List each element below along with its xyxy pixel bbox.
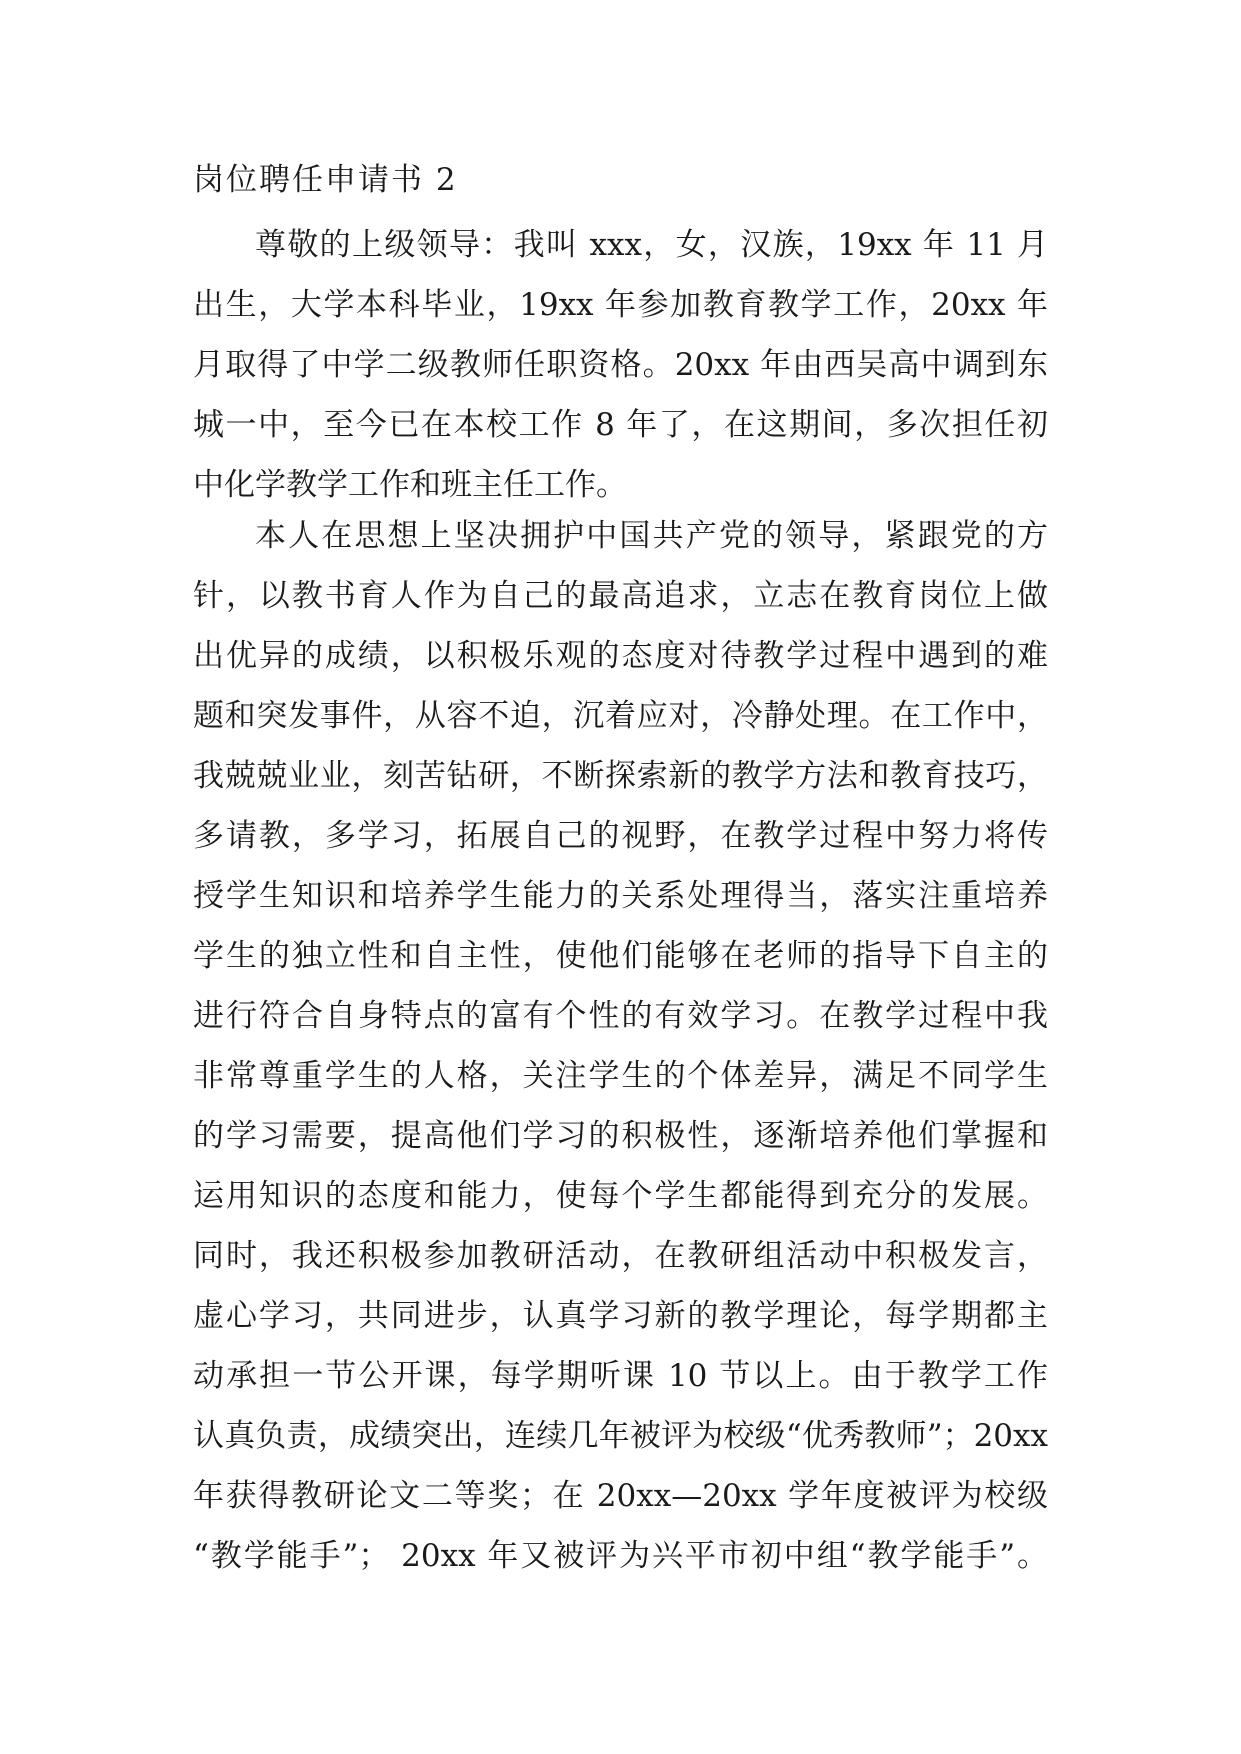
paragraph-2 xyxy=(193,506,1048,1586)
paragraph-line: 多请教，多学习，拓展自己的视野，在教学过程中努力将传 xyxy=(193,818,1048,854)
document-title: 岗位聘任申请书 2 xyxy=(193,162,458,198)
paragraph-line: 针，以教书育人作为自己的最高追求，立志在教育岗位上做 xyxy=(193,578,1048,614)
paragraph-line: 题和突发事件，从容不迫，沉着应对，冷静处理。在工作中， xyxy=(193,698,1048,734)
paragraph-line: 授学生知识和培养学生能力的关系处理得当，落实注重培养 xyxy=(193,878,1048,914)
paragraph-line: 进行符合自身特点的富有个性的有效学习。在教学过程中我 xyxy=(193,998,1048,1034)
paragraph-line: 年获得教研论文二等奖；在 20xx—20xx 学年度被评为校级 xyxy=(193,1478,1048,1514)
paragraph-line: 我兢兢业业，刻苦钻研，不断探索新的教学方法和教育技巧， xyxy=(193,758,1048,794)
paragraph-line: 出优异的成绩，以积极乐观的态度对待教学过程中遇到的难 xyxy=(193,638,1048,674)
paragraph-line: 的学习需要，提高他们学习的积极性，逐渐培养他们掌握和 xyxy=(193,1118,1048,1154)
paragraph-line: 城一中，至今已在本校工作 8 年了，在这期间，多次担任初 xyxy=(193,407,1048,443)
paragraph-line: 虚心学习，共同进步，认真学习新的教学理论，每学期都主 xyxy=(193,1298,1048,1334)
paragraph-line: 运用知识的态度和能力，使每个学生都能得到充分的发展。 xyxy=(193,1178,1048,1214)
paragraph-line: 动承担一节公开课，每学期听课 10 节以上。由于教学工作 xyxy=(193,1358,1048,1394)
paragraph-line: 非常尊重学生的人格，关注学生的个体差异，满足不同学生 xyxy=(193,1058,1048,1094)
paragraph-line: 同时，我还积极参加教研活动，在教研组活动中积极发言， xyxy=(193,1238,1048,1274)
paragraph-line: 中化学教学工作和班主任工作。 xyxy=(193,467,627,503)
paragraph-1 xyxy=(193,215,1048,515)
paragraph-line: 学生的独立性和自主性，使他们能够在老师的指导下自主的 xyxy=(193,938,1048,974)
paragraph-line: 出生，大学本科毕业，19xx 年参加教育教学工作，20xx 年 xyxy=(193,287,1048,323)
paragraph-line: 本人在思想上坚决拥护中国共产党的领导，紧跟党的方 xyxy=(255,518,1048,554)
paragraph-line: 月取得了中学二级教师任职资格。20xx 年由西吴高中调到东 xyxy=(193,347,1048,383)
paragraph-line: 尊敬的上级领导：我叫 xxx，女，汉族，19xx 年 11 月 xyxy=(255,227,1048,263)
paragraph-line: “教学能手”； 20xx 年又被评为兴平市初中组“教学能手”。 xyxy=(193,1538,1048,1574)
paragraph-line: 认真负责，成绩突出，连续几年被评为校级“优秀教师”；20xx xyxy=(193,1418,1048,1454)
